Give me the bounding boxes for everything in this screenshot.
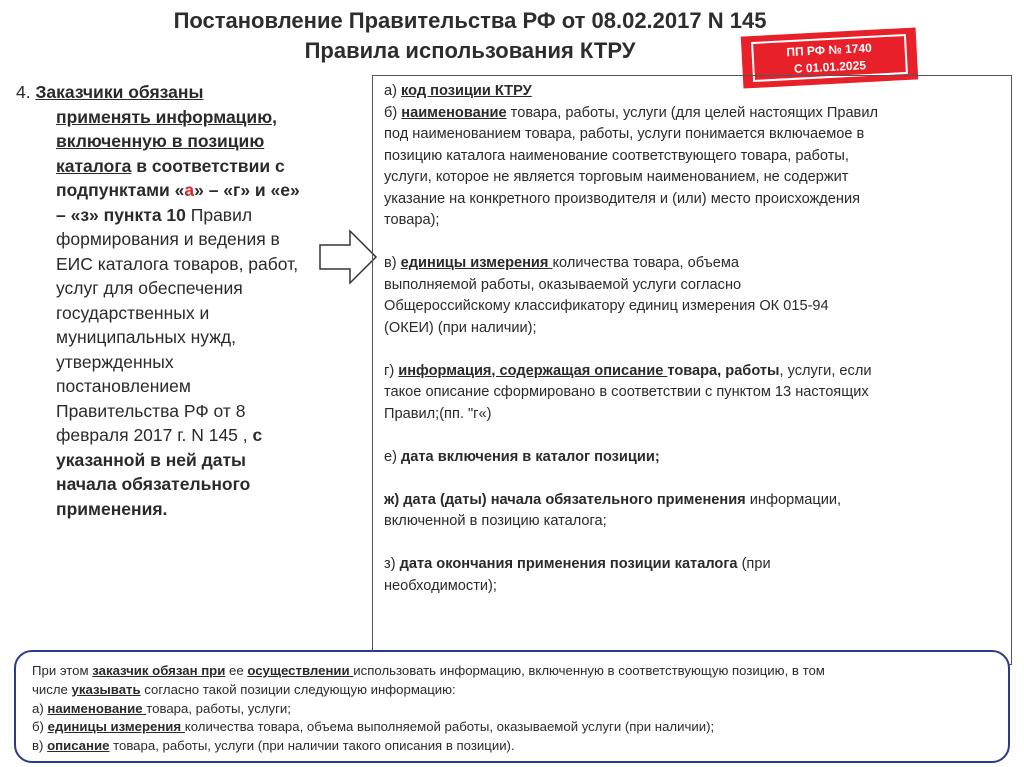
note-item-v: в) описание товара, работы, услуги (при наличии такого описания в позиции).: [32, 738, 515, 754]
item-zh: ж) дата (даты) начала обязательного применения информации,: [384, 491, 842, 508]
item-z: з) дата окончания применения позиции каталога (при: [384, 556, 771, 572]
item-e: е) дата включения в каталог позиции;: [384, 448, 660, 465]
note-line-1: При этом заказчик обязан при ее осуществлении использовать информацию, включенную в соответствующую позицию, в том: [32, 663, 825, 678]
left-line: 4. Заказчики обязаны: [16, 82, 204, 102]
left-line: применять информацию, включенную в позицию каталога в соответствии с подпунктами «а» – «г» и «е» – «з» пункта 10 Правил формирования и ведения в ЕИС каталога товаров, работ, услуг для обеспечения государственных и муниципальных нужд, утвержденных постановлением Правительства РФ от 8 февраля 2017 г. N 145 , с указанной в ней даты начала обязательного применения.: [56, 106, 300, 519]
item-v: в) единицы измерения количества товара, объема: [384, 255, 740, 271]
item-g: г) информация, содержащая описание товара, работы, услуги, если: [384, 362, 872, 379]
note-item-b: б) единицы измерения количества товара, объема выполняемой работы, оказываемой услуги (при наличии);: [32, 719, 715, 735]
right-text-block: а) код позиции КТРУ б) наименование товара, работы, услуги (для целей настоящих Правил под наименованием товара, работы, услуги понимается включаемое в позицию каталога наименование соответствующего товара, работы, услуги, которое не является торговым наименованием, не содержит указание на конкретного производителя и (или) место происхождения товара); в) единицы измерения количества товара, объема выполняемой работы, оказываемой услуги согласно Общероссийскому классификатору единиц измерения ОК 015-94 (ОКЕИ) (при наличии); г) информация, содержащая описание товара, работы, услуги, если такое описание сформировано в соответствии с пунктом 13 настоящих Правил;(пп. "г«) е) дата включения в каталог позиции; ж) дата (даты) начала обязательного применения информации, включенной в позицию каталога; з) дата окончания применения позиции каталога (при необходимости);: [384, 81, 1004, 597]
badge-line-1: ПП РФ № 1740: [786, 40, 873, 60]
item-b: б) наименование товара, работы, услуги (для целей настоящих Правил: [384, 104, 878, 121]
note-item-a: а) наименование товара, работы, услуги;: [32, 700, 291, 716]
title-line-1: Постановление Правительства РФ от 08.02.2017 N 145: [173, 8, 767, 33]
page-title: [150, 6, 790, 66]
badge-line-2: С 01.01.2025: [793, 58, 867, 76]
note-text: [32, 662, 992, 756]
note-line-2: числе указывать согласно такой позиции следующую информацию:: [32, 681, 456, 697]
title-line-2: Правила использования КТРУ: [304, 38, 636, 63]
item-a: а) код позиции КТРУ: [384, 83, 532, 99]
arrow-right-icon: [318, 229, 378, 285]
left-text-block: [16, 80, 346, 521]
